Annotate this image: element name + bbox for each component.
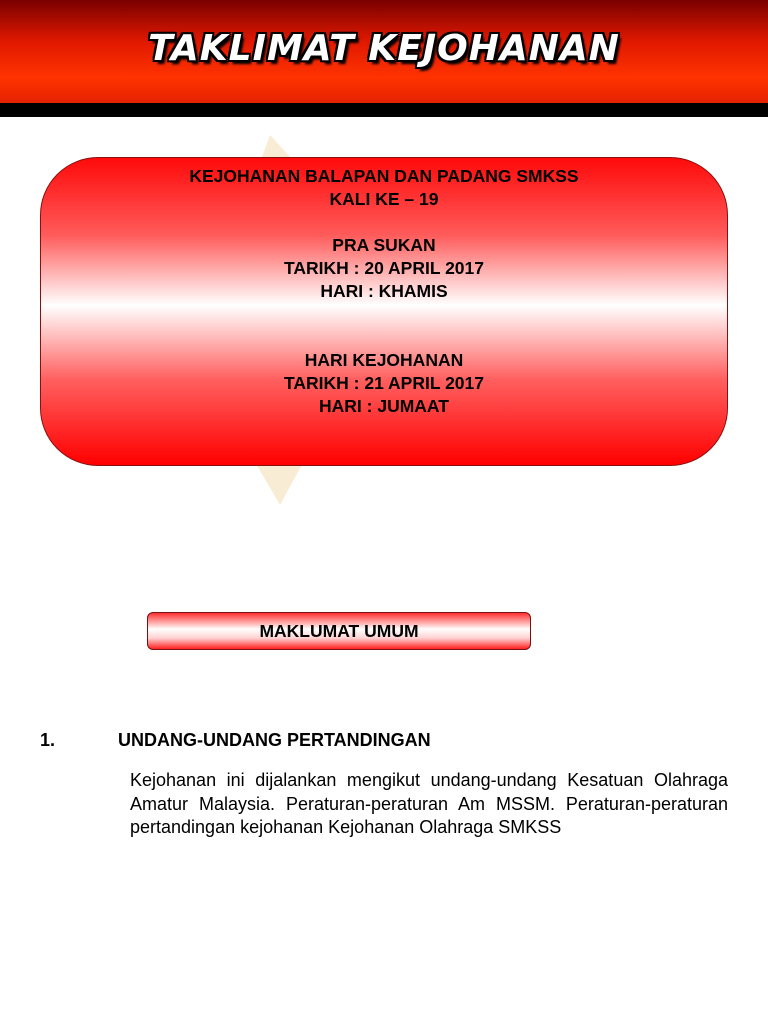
event-name: KEJOHANAN BALAPAN DAN PADANG SMKSS [189, 166, 579, 186]
event-edition: KALI KE – 19 [329, 189, 439, 209]
event-day-date: TARIKH : 21 APRIL 2017 [283, 373, 484, 393]
section-number: 1. [40, 730, 56, 750]
section-body: Kejohanan ini dijalankan mengikut undang-undang Kesatuan Olahraga Amatur Malaysia. Peraturan-peraturan Am MSSM. Peraturan-peraturan pertandingan kejohanan Kejohanan Olahraga SMKSS [130, 770, 728, 837]
header-underline [0, 103, 768, 117]
pre-event-heading: PRA SUKAN [332, 235, 436, 255]
pre-event-day: HARI : KHAMIS [320, 281, 448, 301]
page-title: TAKLIMAT KEJOHANAN [148, 28, 620, 69]
event-day-day: HARI : JUMAAT [319, 396, 449, 416]
section-banner: MAKLUMAT UMUM [147, 612, 531, 650]
event-day-heading: HARI KEJOHANAN [304, 350, 464, 370]
pre-event-date: TARIKH : 20 APRIL 2017 [283, 258, 484, 278]
section-title: UNDANG-UNDANG PERTANDINGAN [118, 730, 431, 750]
